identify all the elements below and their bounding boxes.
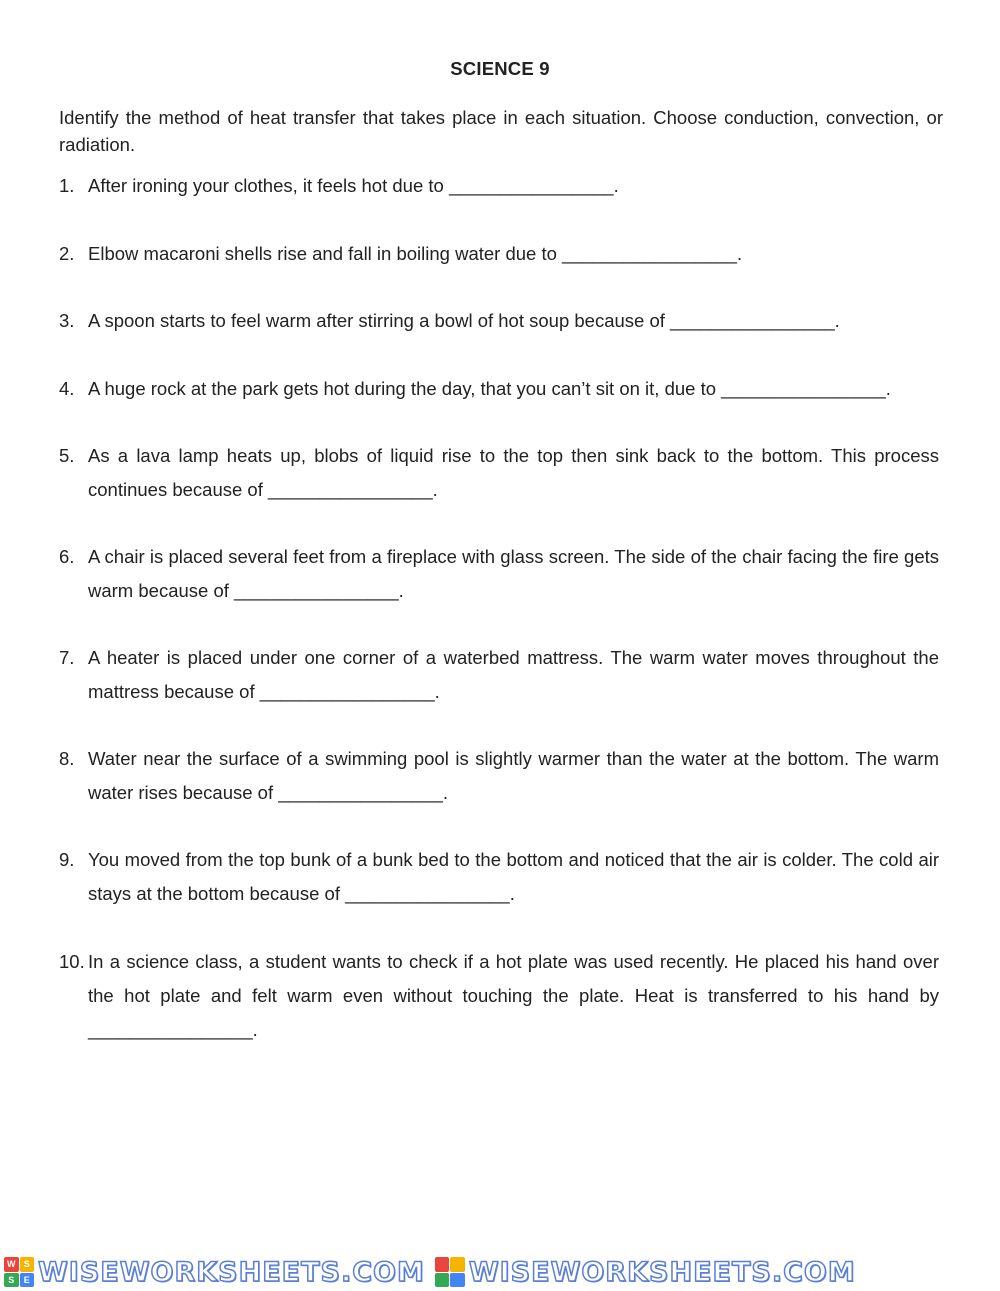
question-number: 2. <box>59 243 75 264</box>
question-number: 4. <box>59 378 75 399</box>
question-item <box>59 439 939 507</box>
question-item <box>59 945 939 1047</box>
question-item <box>59 304 939 338</box>
question-text: A huge rock at the park gets hot during the day, that you can’t sit on it, due to ________________. <box>88 378 891 399</box>
question-item <box>59 843 939 911</box>
question-item <box>59 540 939 608</box>
question-text: After ironing your clothes, it feels hot due to ________________. <box>88 175 619 196</box>
question-number: 3. <box>59 310 75 331</box>
question-item <box>59 372 939 406</box>
brand-logo-icon: W S S E <box>4 1257 34 1287</box>
question-number: 5. <box>59 445 75 466</box>
brand-logo-icon <box>435 1257 465 1287</box>
question-text: A chair is placed several feet from a fireplace with glass screen. The side of the chair facing the fire gets warm because of ________________. <box>88 546 939 601</box>
question-number: 10. <box>59 951 85 972</box>
question-text: A heater is placed under one corner of a waterbed mattress. The warm water moves throughout the mattress because of _________________. <box>88 647 939 702</box>
brand-text: WISEWORKSHEETS.COM <box>468 1256 856 1288</box>
question-text: As a lava lamp heats up, blobs of liquid rise to the top then sink back to the bottom. This process continues because of ________________. <box>88 445 939 500</box>
question-number: 1. <box>59 175 75 196</box>
question-number: 8. <box>59 748 75 769</box>
page-title: SCIENCE 9 <box>450 58 550 79</box>
question-text: Water near the surface of a swimming pool is slightly warmer than the water at the bottom. The warm water rises because of ________________. <box>88 748 939 803</box>
brand-watermark <box>435 1257 856 1288</box>
footer-watermark <box>0 1253 1000 1291</box>
question-item <box>59 169 939 203</box>
brand-watermark <box>4 1257 425 1288</box>
instructions: Identify the method of heat transfer that takes place in each situation. Choose conduction, convection, or radiation. <box>59 107 943 155</box>
question-text: A spoon starts to feel warm after stirring a bowl of hot soup because of ________________. <box>88 310 840 331</box>
brand-text: WISEWORKSHEETS.COM <box>38 1256 425 1288</box>
question-number: 9. <box>59 849 75 870</box>
question-text: In a science class, a student wants to check if a hot plate was used recently. He placed his hand over the hot plate and felt warm even without touching the plate. Heat is transferred to his hand by ________________. <box>88 951 939 1040</box>
question-text: Elbow macaroni shells rise and fall in boiling water due to _________________. <box>88 243 743 264</box>
question-number: 6. <box>59 546 75 567</box>
question-item <box>59 641 939 709</box>
question-number: 7. <box>59 647 75 668</box>
question-item <box>59 742 939 810</box>
question-text: You moved from the top bunk of a bunk bed to the bottom and noticed that the air is colder. The cold air stays at the bottom because of ________________. <box>88 849 939 904</box>
question-item <box>59 237 939 271</box>
